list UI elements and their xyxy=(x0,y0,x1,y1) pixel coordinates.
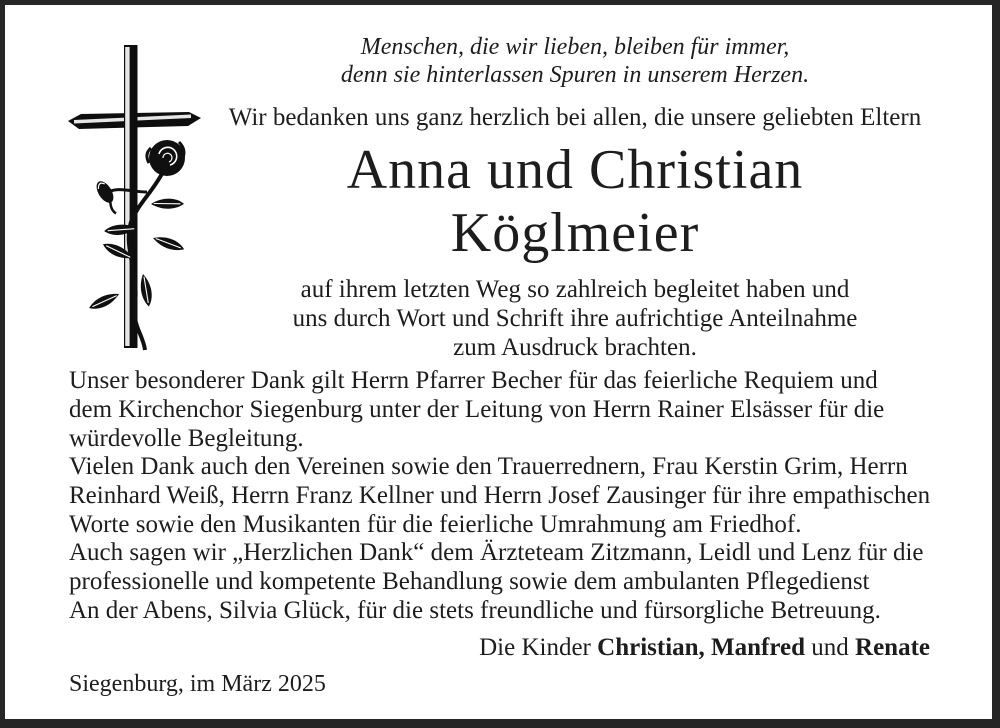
lead-line: uns durch Wort und Schrift ihre aufrichtige Anteilnahme xyxy=(292,305,858,332)
signature-conjunction: und xyxy=(805,634,856,661)
paragraph-line: würdevolle Begleitung. xyxy=(69,425,304,452)
deceased-name-line: Anna und Christian xyxy=(346,139,804,201)
paragraph-line: Worte sowie den Musikanten für die feierliche Umrahmung am Friedhof. xyxy=(69,511,802,538)
paragraph-thanks-speakers xyxy=(69,452,949,539)
paragraph-line: dem Kirchenchor Siegenburg unter der Leitung von Herrn Rainer Elsässer für die xyxy=(69,396,885,423)
signature-names-bold: Christian, Manfred xyxy=(597,634,806,661)
paragraph-line: Vielen Dank auch den Vereinen sowie den Trauerrednern, Frau Kerstin Grim, Herrn xyxy=(69,453,908,480)
paragraph-line: Unser besonderer Dank gilt Herrn Pfarrer Becher für das feierliche Requiem und xyxy=(69,367,878,394)
paragraph-line: Reinhard Weiß, Herrn Franz Kellner und Herrn Josef Zausinger für ihre empathischen xyxy=(69,482,931,509)
signature-names-bold: Renate xyxy=(855,634,930,661)
epigraph-line: Menschen, die wir lieben, bleiben für immer, xyxy=(360,34,790,60)
paragraph-line: An der Abens, Silvia Glück, für die stets freundliche und fürsorgliche Betreuung. xyxy=(69,597,881,624)
lead-paragraph xyxy=(155,275,995,362)
paragraph-line: Auch sagen wir „Herzlichen Dank“ dem Ärzteteam Zitzmann, Leidl und Lenz für die xyxy=(69,539,924,566)
paragraph-thanks-doctors xyxy=(69,538,949,625)
paragraph-line: professionelle und kompetente Behandlung sowie dem ambulanten Pflegedienst xyxy=(69,568,870,595)
signature-prefix: Die Kinder xyxy=(479,634,598,661)
lead-line: auf ihrem letzten Weg so zahlreich begleitet haben und xyxy=(300,276,850,303)
epigraph-line: denn sie hinterlassen Spuren in unserem Herzen. xyxy=(340,62,810,88)
deceased-name-line: Köglmeier xyxy=(450,202,700,264)
epigraph xyxy=(155,33,995,89)
place-date: Siegenburg, im März 2025 xyxy=(69,671,326,697)
paragraph-thanks-church xyxy=(69,366,949,453)
signature-line xyxy=(479,634,930,662)
intro-line: Wir bedanken uns ganz herzlich bei allen, die unsere geliebten Eltern xyxy=(228,104,922,131)
lead-line: zum Ausdruck brachten. xyxy=(453,334,697,361)
deceased-names xyxy=(155,139,995,265)
